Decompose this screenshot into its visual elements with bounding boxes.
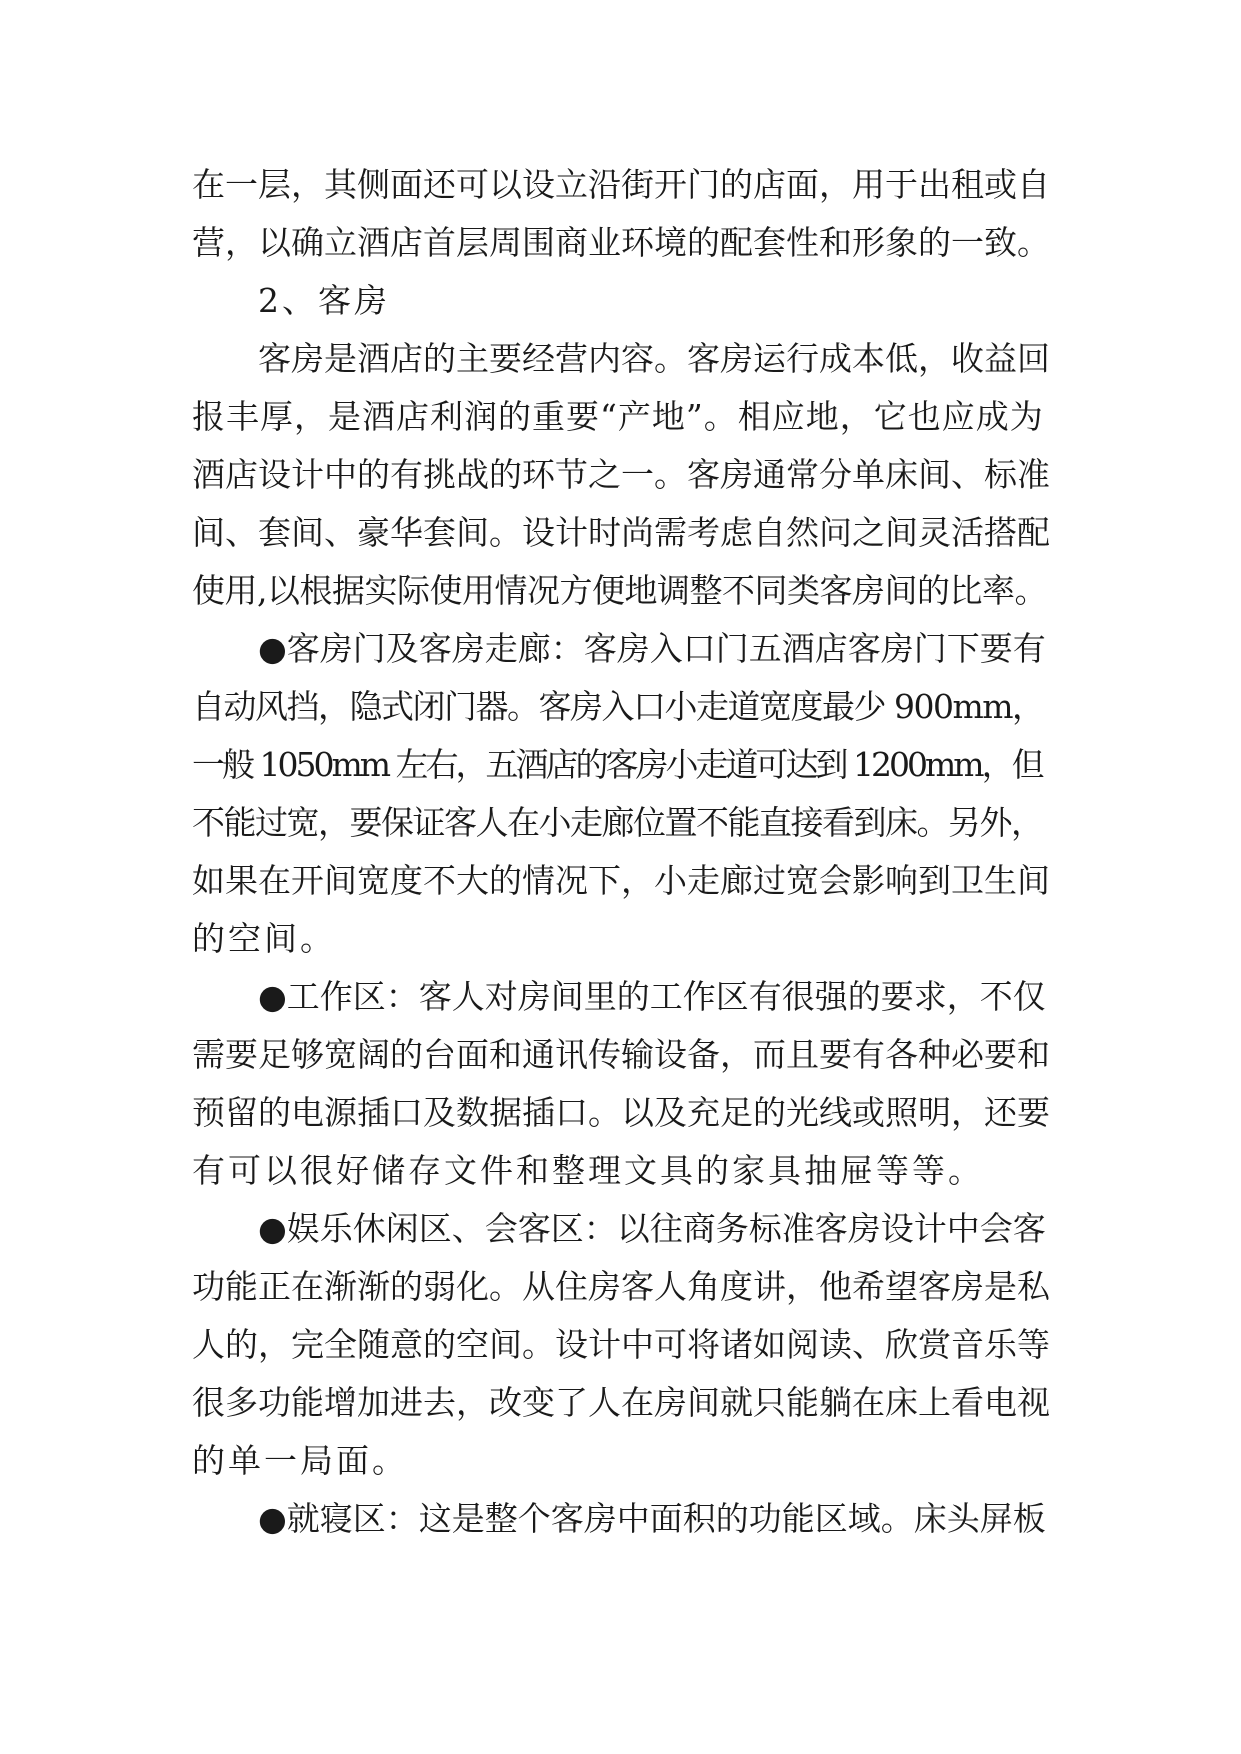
text-line: 人的，完全随意的空间。设计中可将诸如阅读、欣赏音乐等: [192, 1325, 1050, 1364]
text-line: 如果在开间宽度不大的情况下，小走廊过宽会影响到卫生间: [192, 861, 1050, 900]
text-line: 有可以很好储存文件和整理文具的家具抽屉等等。: [192, 1151, 984, 1190]
text-line: 需要足够宽阔的台面和通讯传输设备，而且要有各种必要和: [192, 1035, 1050, 1074]
text-line: 营，以确立酒店首层周围商业环境的配套性和形象的一致。: [192, 223, 1050, 262]
text-line: 不能过宽，要保证客人在小走廊位置不能直接看到床。另外，: [192, 803, 1043, 842]
text-line: 的单一局面。: [192, 1441, 408, 1480]
text-line: 间、套间、豪华套间。设计时尚需考虑自然问之间灵活搭配: [192, 513, 1050, 552]
text-line: 一般 1050mm 左右，五酒店的客房小走道可达到 1200mm，但: [192, 745, 1042, 784]
bullet-line: ●就寝区：这是整个客房中面积的功能区域。床头屏板: [258, 1499, 1046, 1538]
bullet-line: ●客房门及客房走廊：客房入口门五酒店客房门下要有: [258, 629, 1046, 668]
text-line: 酒店设计中的有挑战的环节之一。客房通常分单床间、标准: [192, 455, 1050, 494]
text-line: 自动风挡，隐式闭门器。客房入口小走道宽度最少 900mm，: [192, 687, 1044, 726]
text-line: 使用,以根据实际使用情况方便地调整不同类客房间的比率。: [192, 571, 1047, 610]
text-line: 的空间。: [192, 919, 336, 958]
text-line: 很多功能增加进去，改变了人在房间就只能躺在床上看电视: [192, 1383, 1050, 1422]
text-line: 预留的电源插口及数据插口。以及充足的光线或照明，还要: [192, 1093, 1050, 1132]
bullet-line: ●娱乐休闲区、会客区：以往商务标准客房设计中会客: [258, 1209, 1046, 1248]
text-line: 在一层，其侧面还可以设立沿街开门的店面，用于出租或自: [192, 165, 1050, 204]
text-line: 报丰厚，是酒店利润的重要“产地”。相应地，它也应成为: [192, 397, 1044, 436]
text-line: 客房是酒店的主要经营内容。客房运行成本低，收益回: [258, 339, 1050, 378]
section-heading: 2、客房: [258, 281, 390, 320]
bullet-line: ●工作区：客人对房间里的工作区有很强的要求，不仅: [258, 977, 1046, 1016]
text-line: 功能正在渐渐的弱化。从住房客人角度讲，他希望客房是私: [192, 1267, 1050, 1306]
